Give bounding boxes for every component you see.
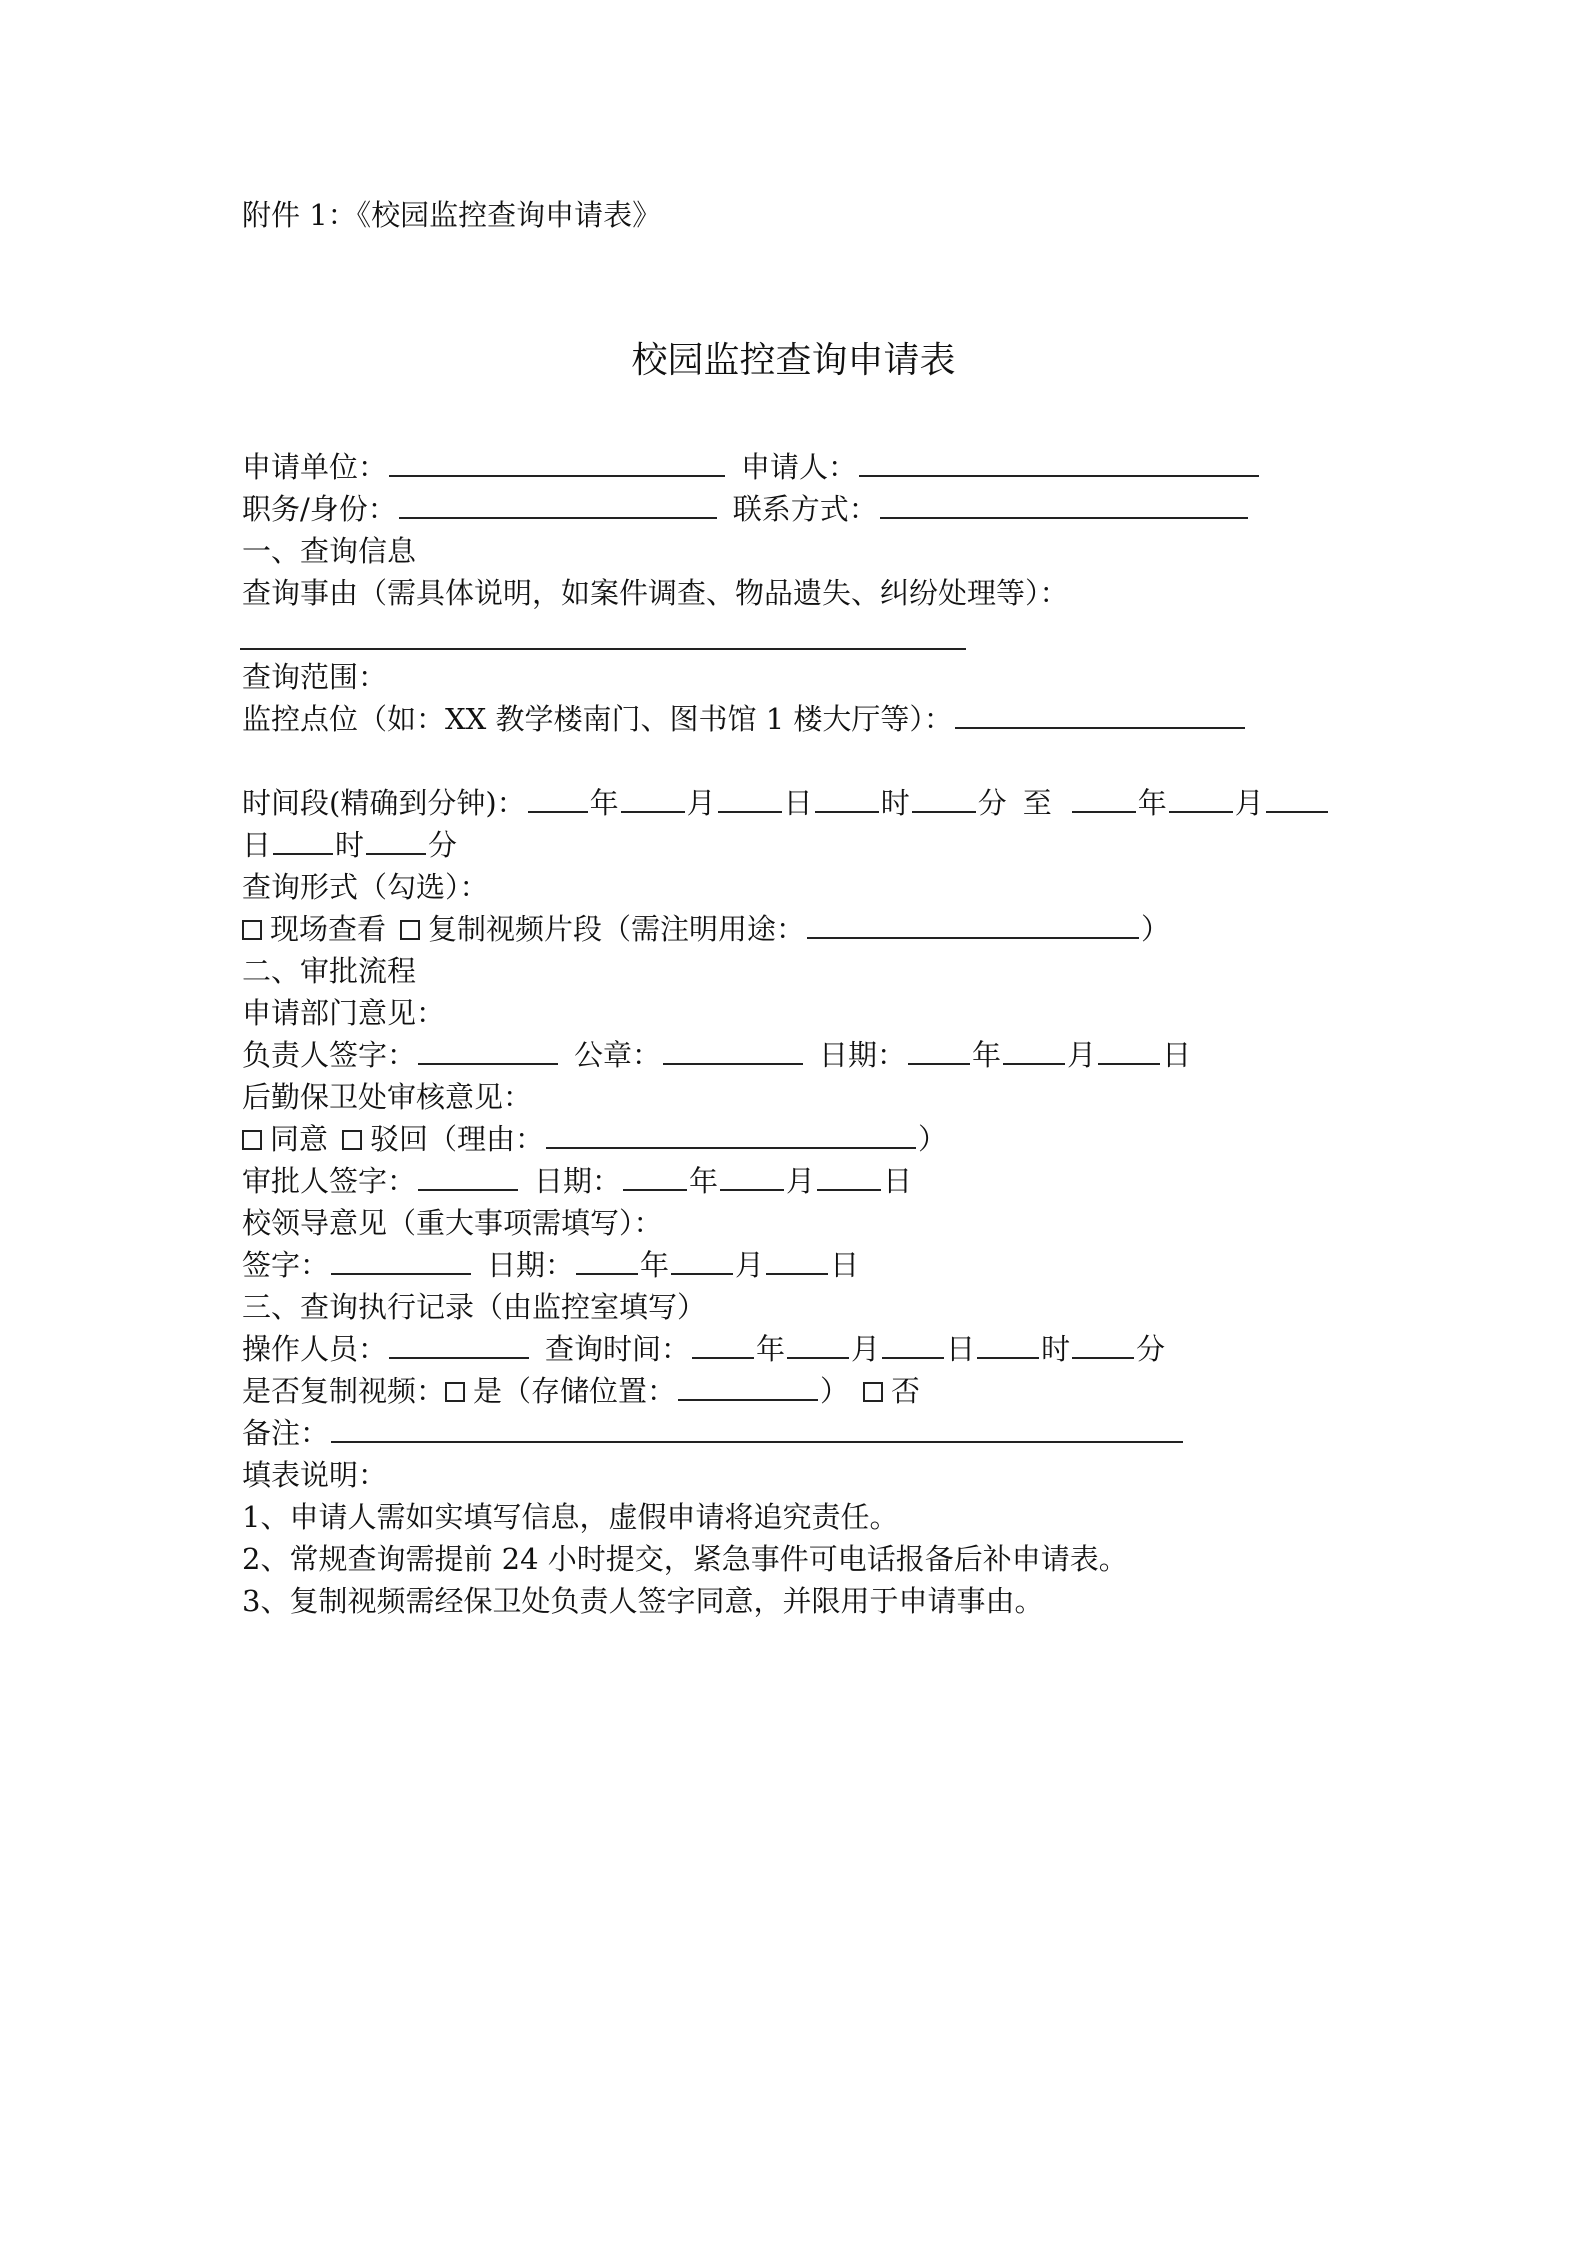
start-month-field[interactable]	[621, 785, 685, 813]
section1-heading: 一、查询信息	[242, 534, 417, 568]
sign-label: 签字：	[242, 1248, 330, 1282]
dept-year-field[interactable]	[908, 1037, 970, 1065]
reject-label: 驳回（理由：	[370, 1122, 545, 1156]
approver-year-field[interactable]	[623, 1163, 687, 1191]
day-label: 日	[883, 1164, 913, 1198]
row-operator	[242, 1330, 1165, 1368]
row-copied	[242, 1372, 920, 1410]
query-minute-field[interactable]	[1072, 1331, 1134, 1359]
start-hour-field[interactable]	[815, 785, 879, 813]
day-label: 日	[783, 786, 813, 820]
applicant-label: 申请人：	[741, 450, 858, 484]
date-label: 日期：	[819, 1038, 907, 1072]
start-minute-field[interactable]	[912, 785, 976, 813]
query-time-label: 查询时间：	[545, 1332, 691, 1366]
minute-label: 分	[1136, 1332, 1166, 1366]
points-label: 监控点位（如：XX 教学楼南门、图书馆 1 楼大厅等）：	[242, 702, 953, 736]
operator-label: 操作人员：	[242, 1332, 388, 1366]
to-label: 至	[1022, 786, 1052, 820]
date-label: 日期：	[487, 1248, 575, 1282]
dept-day-field[interactable]	[1098, 1037, 1160, 1065]
close-paren: ）	[918, 1122, 948, 1156]
date-label: 日期：	[534, 1164, 622, 1198]
year-label: 年	[756, 1332, 786, 1366]
row-position-contact	[242, 490, 1250, 528]
month-label: 月	[1067, 1038, 1097, 1072]
note-item: 2、常规查询需提前 24 小时提交，紧急事件可电话报备后补申请表。	[242, 1542, 1128, 1576]
close-paren: ）	[1141, 912, 1171, 946]
query-day-field[interactable]	[882, 1331, 944, 1359]
copied-label: 是否复制视频：	[242, 1374, 446, 1408]
position-field[interactable]	[399, 491, 717, 519]
year-label: 年	[972, 1038, 1002, 1072]
remarks-label: 备注：	[242, 1416, 330, 1450]
school-year-field[interactable]	[576, 1247, 638, 1275]
year-label: 年	[640, 1248, 670, 1282]
reason-label: 查询事由（需具体说明，如案件调查、物品遗失、纠纷处理等）：	[242, 576, 1069, 610]
start-year-field[interactable]	[528, 785, 588, 813]
end-month-field[interactable]	[1169, 785, 1233, 813]
start-day-field[interactable]	[718, 785, 782, 813]
note-item: 1、申请人需如实填写信息，虚假申请将追究责任。	[242, 1500, 899, 1534]
view-checkbox[interactable]	[242, 920, 262, 940]
month-label: 月	[786, 1164, 816, 1198]
form-title: 校园监控查询申请表	[631, 340, 956, 381]
month-label: 月	[735, 1248, 765, 1282]
year-label: 年	[589, 786, 619, 820]
approver-sign-field[interactable]	[418, 1163, 518, 1191]
period-label: 时间段(精确到分钟)：	[242, 786, 526, 820]
note-item: 3、复制视频需经保卫处负责人签字同意，并限用于申请事由。	[242, 1584, 1044, 1618]
security-opinion-label: 后勤保卫处审核意见：	[242, 1080, 533, 1114]
agree-checkbox[interactable]	[242, 1130, 262, 1150]
dept-month-field[interactable]	[1003, 1037, 1065, 1065]
end-day-field-line[interactable]	[1266, 785, 1328, 813]
close-paren: ）	[820, 1374, 850, 1408]
hour-label: 时	[335, 828, 365, 862]
day-label: 日	[1162, 1038, 1192, 1072]
row-unit-applicant	[242, 448, 1261, 486]
year-label: 年	[689, 1164, 719, 1198]
scope-label: 查询范围：	[242, 660, 388, 694]
approver-sign-label: 审批人签字：	[242, 1164, 417, 1198]
operator-field[interactable]	[389, 1331, 529, 1359]
row-period	[242, 784, 1330, 822]
yes-checkbox[interactable]	[445, 1382, 465, 1402]
row-points	[242, 700, 1247, 738]
school-day-field[interactable]	[766, 1247, 828, 1275]
day-label: 日	[830, 1248, 860, 1282]
agree-label: 同意	[270, 1122, 329, 1156]
hour-label: 时	[880, 786, 910, 820]
query-year-field[interactable]	[692, 1331, 754, 1359]
contact-field[interactable]	[880, 491, 1248, 519]
day-label: 日	[946, 1332, 976, 1366]
approver-month-field[interactable]	[720, 1163, 784, 1191]
contact-label: 联系方式：	[732, 492, 878, 526]
month-label: 月	[851, 1332, 881, 1366]
row-form-options	[242, 910, 1170, 948]
unit-label: 申请单位：	[242, 450, 388, 484]
end-year-field[interactable]	[1072, 785, 1136, 813]
row-remarks	[242, 1414, 1185, 1452]
view-option-label: 现场查看	[270, 912, 387, 946]
school-sign-field[interactable]	[331, 1247, 471, 1275]
seal-label: 公章：	[574, 1038, 662, 1072]
day-label: 日	[242, 828, 272, 862]
row-security-options	[242, 1120, 947, 1158]
form-label: 查询形式（勾选）：	[242, 870, 489, 904]
leader-sign-label: 负责人签字：	[242, 1038, 417, 1072]
year-label: 年	[1137, 786, 1167, 820]
yes-label: 是（存储位置：	[473, 1374, 677, 1408]
points-field[interactable]	[955, 701, 1245, 729]
section2-heading: 二、审批流程	[242, 954, 417, 988]
row-period-cont	[242, 826, 457, 864]
end-hour-field[interactable]	[273, 827, 333, 855]
unit-field[interactable]	[389, 449, 725, 477]
school-month-field[interactable]	[671, 1247, 733, 1275]
school-opinion-label: 校领导意见（重大事项需填写）：	[242, 1206, 663, 1240]
no-checkbox[interactable]	[863, 1382, 883, 1402]
hour-label: 时	[1041, 1332, 1071, 1366]
section3-heading: 三、查询执行记录（由监控室填写）	[242, 1290, 707, 1324]
row-dept-sign	[242, 1036, 1191, 1074]
copy-purpose-field[interactable]	[807, 911, 1139, 939]
month-label: 月	[1234, 786, 1264, 820]
row-approver-sign	[242, 1162, 912, 1200]
minute-label: 分	[428, 828, 458, 862]
minute-label: 分	[977, 786, 1007, 820]
month-label: 月	[686, 786, 716, 820]
reason-field[interactable]	[240, 648, 966, 650]
seal-field[interactable]	[663, 1037, 803, 1065]
end-minute-field[interactable]	[366, 827, 426, 855]
storage-location-field[interactable]	[678, 1373, 818, 1401]
leader-sign-field[interactable]	[418, 1037, 558, 1065]
row-school-sign	[242, 1246, 859, 1284]
applicant-field[interactable]	[859, 449, 1259, 477]
reject-checkbox[interactable]	[342, 1130, 362, 1150]
copy-checkbox[interactable]	[400, 920, 420, 940]
notes-heading: 填表说明：	[242, 1458, 388, 1492]
reject-reason-field[interactable]	[546, 1121, 916, 1149]
remarks-field[interactable]	[331, 1415, 1183, 1443]
query-month-field[interactable]	[787, 1331, 849, 1359]
copy-option-label: 复制视频片段（需注明用途：	[428, 912, 806, 946]
approver-day-field[interactable]	[817, 1163, 881, 1191]
attachment-label: 附件 1：《校园监控查询申请表》	[242, 198, 662, 232]
no-label: 否	[891, 1374, 921, 1408]
query-hour-field[interactable]	[977, 1331, 1039, 1359]
position-label: 职务/身份：	[242, 492, 397, 526]
dept-opinion-label: 申请部门意见：	[242, 996, 446, 1030]
